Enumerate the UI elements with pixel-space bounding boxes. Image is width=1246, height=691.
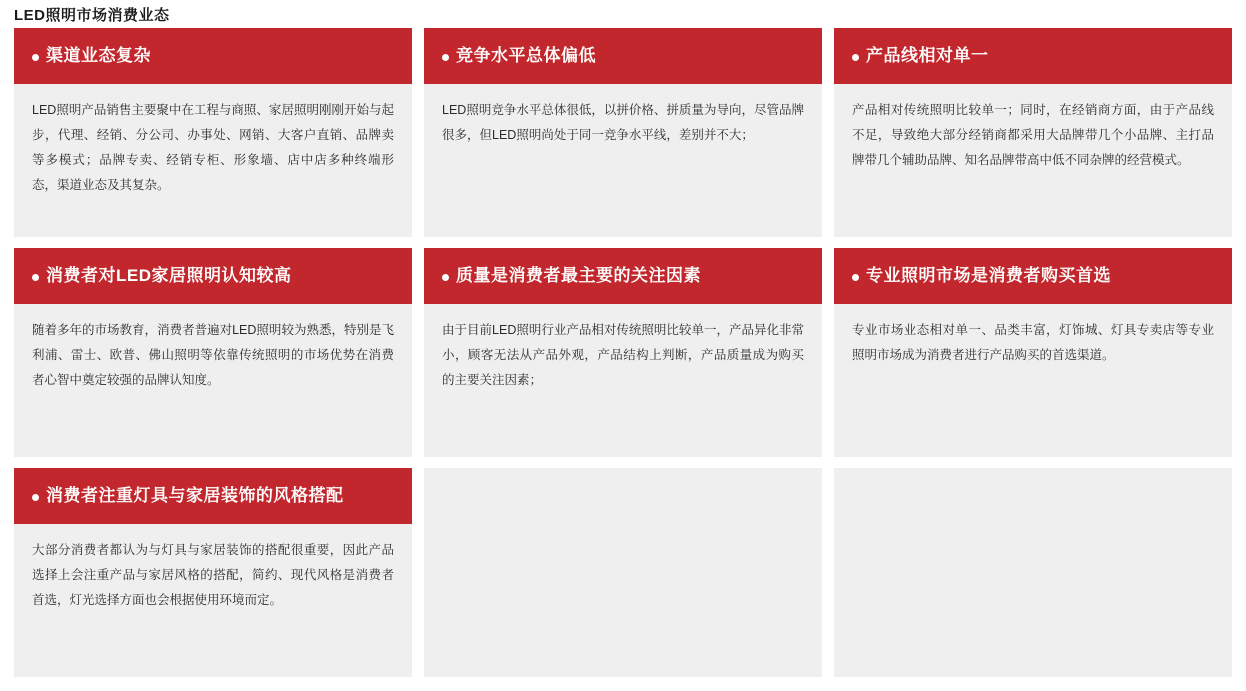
card-body	[14, 84, 412, 237]
card-body-text: 产品相对传统照明比较单一；同时，在经销商方面，由于产品线不足，导致绝大部分经销商都采用大品牌带几个小品牌、主打品牌带几个辅助品牌、知名品牌带高中低不同杂牌的经营模式。	[852, 103, 1214, 167]
card-header	[834, 248, 1232, 304]
bullet-icon	[32, 274, 39, 281]
card-header	[14, 248, 412, 304]
bullet-icon	[32, 494, 39, 501]
card-body-text: LED照明竞争水平总体很低，以拼价格、拼质量为导向，尽管品牌很多，但LED照明尚处于同一竞争水平线，差别并不大；	[442, 103, 804, 142]
card-body	[14, 304, 412, 457]
card-title: 消费者注重灯具与家居装饰的风格搭配	[46, 485, 344, 505]
card-quality-factor[interactable]	[424, 248, 822, 457]
card-header	[424, 248, 822, 304]
card-grid	[0, 28, 1246, 691]
card-header	[424, 28, 822, 84]
page-header	[0, 0, 1246, 28]
card-body-text: 专业市场业态相对单一、品类丰富，灯饰城、灯具专卖店等专业照明市场成为消费者进行产品购买的首选渠道。	[852, 323, 1214, 362]
card-placeholder-2	[834, 468, 1232, 677]
card-header	[834, 28, 1232, 84]
card-product-line[interactable]	[834, 28, 1232, 237]
card-body	[14, 524, 412, 677]
card-placeholder-1	[424, 468, 822, 677]
card-body-text: LED照明产品销售主要聚中在工程与商照、家居照明刚刚开始与起步，代理、经销、分公司、办事处、网销、大客户直销、品牌卖等多模式；品牌专卖、经销专柜、形象墙、店中店多种终端形态，渠道业态及其复杂。	[32, 103, 394, 192]
card-body	[834, 84, 1232, 237]
card-title: 渠道业态复杂	[46, 45, 151, 65]
card-body	[424, 304, 822, 457]
card-title: 专业照明市场是消费者购买首选	[866, 265, 1111, 285]
card-professional-market[interactable]	[834, 248, 1232, 457]
card-title: 产品线相对单一	[866, 45, 989, 65]
card-competition-level[interactable]	[424, 28, 822, 237]
card-body-text: 大部分消费者都认为与灯具与家居装饰的搭配很重要，因此产品选择上会注重产品与家居风格的搭配，简约、现代风格是消费者首选，灯光选择方面也会根据使用环境而定。	[32, 543, 394, 607]
card-title: 竞争水平总体偏低	[456, 45, 596, 65]
bullet-icon	[442, 274, 449, 281]
card-title: 消费者对LED家居照明认知较高	[46, 265, 292, 285]
bullet-icon	[442, 54, 449, 61]
page-title: LED照明市场消费业态	[14, 6, 170, 24]
card-channel-complexity[interactable]	[14, 28, 412, 237]
bullet-icon	[32, 54, 39, 61]
card-consumer-awareness[interactable]	[14, 248, 412, 457]
card-body	[834, 304, 1232, 457]
card-header	[14, 28, 412, 84]
card-style-matching[interactable]	[14, 468, 412, 677]
card-body	[424, 84, 822, 237]
card-body-text: 由于目前LED照明行业产品相对传统照明比较单一，产品异化非常小，顾客无法从产品外观，产品结构上判断，产品质量成为购买的主要关注因素；	[442, 323, 804, 387]
bullet-icon	[852, 54, 859, 61]
bullet-icon	[852, 274, 859, 281]
card-header	[14, 468, 412, 524]
card-title: 质量是消费者最主要的关注因素	[456, 265, 701, 285]
card-body-text: 随着多年的市场教育，消费者普遍对LED照明较为熟悉，特别是飞利浦、雷士、欧普、佛山照明等依靠传统照明的市场优势在消费者心智中奠定较强的品牌认知度。	[32, 323, 394, 387]
